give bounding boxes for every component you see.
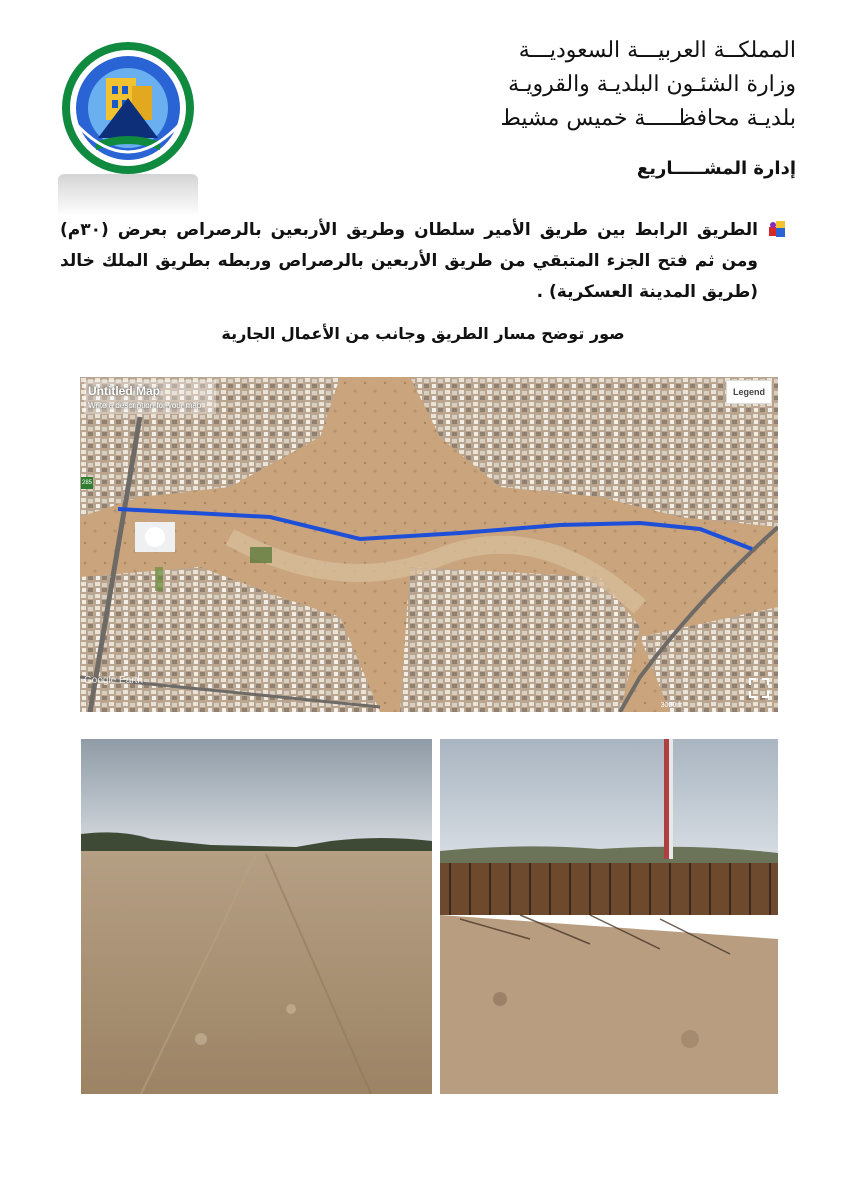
map-description[interactable]: Write a description for your map [88,401,202,410]
road-site-photo [81,739,432,1094]
photos-caption: صور توضح مسار الطريق وجانب من الأعمال الجارية [221,324,625,343]
header-line-kingdom: المملكــة العربيـــة السعوديـــة [518,38,796,63]
route-shield: 285 [81,477,93,489]
header-line-ministry: وزارة الشئـون البلديـة والقرويـة [508,72,796,97]
satellite-map[interactable] [80,377,778,712]
municipality-logo [58,38,198,216]
department-title: إدارة المشـــــاريع [636,158,796,179]
header-line-municipality: بلديـة محافظـــــة خميس مشيط [500,106,796,131]
map-attribution: Google Earth [84,675,143,686]
satellite-imagery [80,377,778,712]
map-scale: 3000 ft [660,702,682,709]
logo-reflection [58,174,198,216]
puzzle-bullet-icon [768,220,786,238]
header-block [376,34,796,136]
municipality-emblem-icon [58,38,198,178]
map-title[interactable]: Untitled Map [88,384,160,398]
map-legend-button[interactable]: Legend [726,380,772,404]
rebar-construction-photo [440,739,778,1094]
project-description: الطريق الرابط بين طريق الأمير سلطان وطريق الأربعين بالرصراص بعرض (٣٠م) ومن ثم فتح الجزء المتبقي من طريق الأربعين بالرصراص وربطه بطريق الملك خالد (طريق المدينة العسكرية) . [60,220,758,302]
